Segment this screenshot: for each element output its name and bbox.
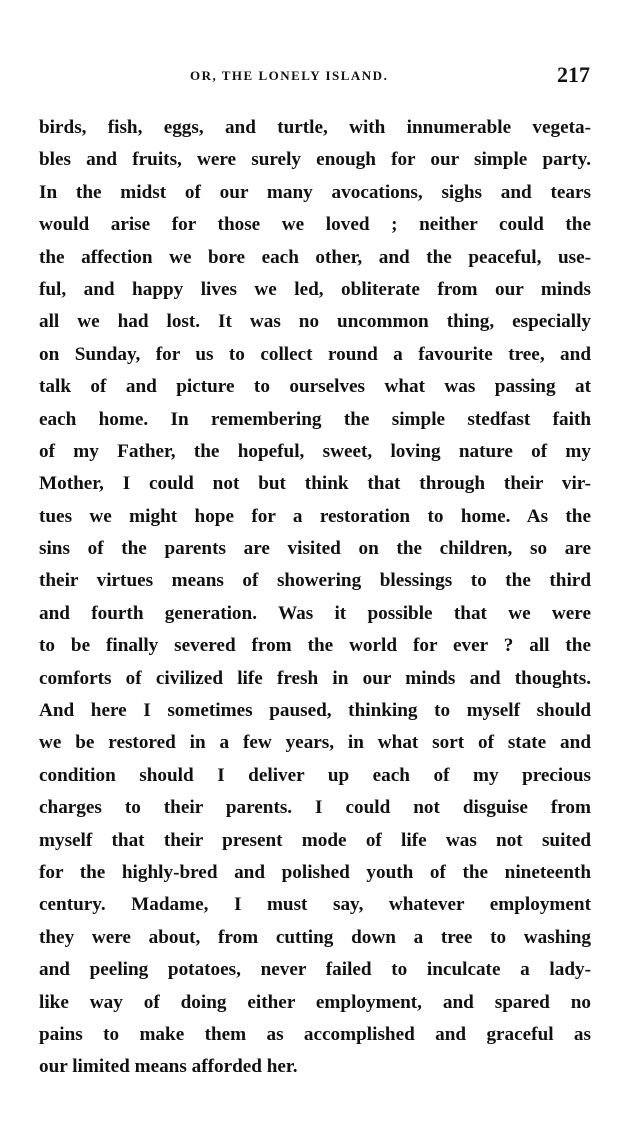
text-line: Mother, I could not but think that through their vir-: [39, 473, 591, 495]
text-line: of my Father, the hopeful, sweet, loving nature of my: [39, 440, 591, 462]
body-text: [39, 112, 591, 1084]
text-line: talk of and picture to ourselves what was passing at: [39, 376, 591, 398]
text-line: bles and fruits, were surely enough for our simple party.: [39, 149, 591, 171]
text-line: to be finally severed from the world for ever ? all the: [39, 635, 591, 657]
text-line: each home. In remembering the simple stedfast faith: [39, 408, 591, 430]
page-number: 217: [557, 62, 590, 87]
text-line: all we had lost. It was no uncommon thing, especially: [39, 311, 591, 333]
text-line: pains to make them as accomplished and graceful as: [39, 1023, 591, 1045]
text-line: ful, and happy lives we led, obliterate from our minds: [39, 278, 591, 300]
text-line: for the highly-bred and polished youth of the nineteenth: [39, 861, 591, 883]
text-line: would arise for those we loved ; neither could the: [39, 214, 591, 236]
text-line: birds, fish, eggs, and turtle, with innumerable vegeta-: [39, 117, 591, 138]
text-line: like way of doing either employment, and spared no: [39, 991, 591, 1013]
text-line: the affection we bore each other, and the peaceful, use-: [39, 246, 591, 268]
text-line: and peeling potatoes, never failed to inculcate a lady-: [39, 959, 591, 981]
text-line: we be restored in a few years, in what sort of state and: [39, 732, 591, 754]
text-line: and fourth generation. Was it possible that we were: [39, 602, 591, 624]
page-header: [40, 62, 590, 92]
text-line: sins of the parents are visited on the children, so are: [39, 538, 591, 560]
running-head: OR, THE LONELY ISLAND.: [190, 68, 389, 83]
text-line: condition should I deliver up each of my precious: [39, 764, 591, 786]
text-line: myself that their present mode of life was not suited: [39, 829, 591, 851]
text-line: In the midst of our many avocations, sighs and tears: [39, 181, 591, 203]
text-line: their virtues means of showering blessings to the third: [39, 570, 591, 592]
text-line: charges to their parents. I could not disguise from: [39, 797, 591, 819]
text-line: And here I sometimes paused, thinking to myself should: [39, 700, 591, 722]
text-line: century. Madame, I must say, whatever employment: [39, 894, 591, 916]
text-line: comforts of civilized life fresh in our minds and thoughts.: [39, 667, 591, 689]
text-line: our limited means afforded her.: [39, 1056, 298, 1078]
text-line: on Sunday, for us to collect round a favourite tree, and: [39, 343, 591, 365]
text-line: tues we might hope for a restoration to home. As the: [39, 505, 591, 527]
text-line: they were about, from cutting down a tree to washing: [39, 926, 591, 948]
